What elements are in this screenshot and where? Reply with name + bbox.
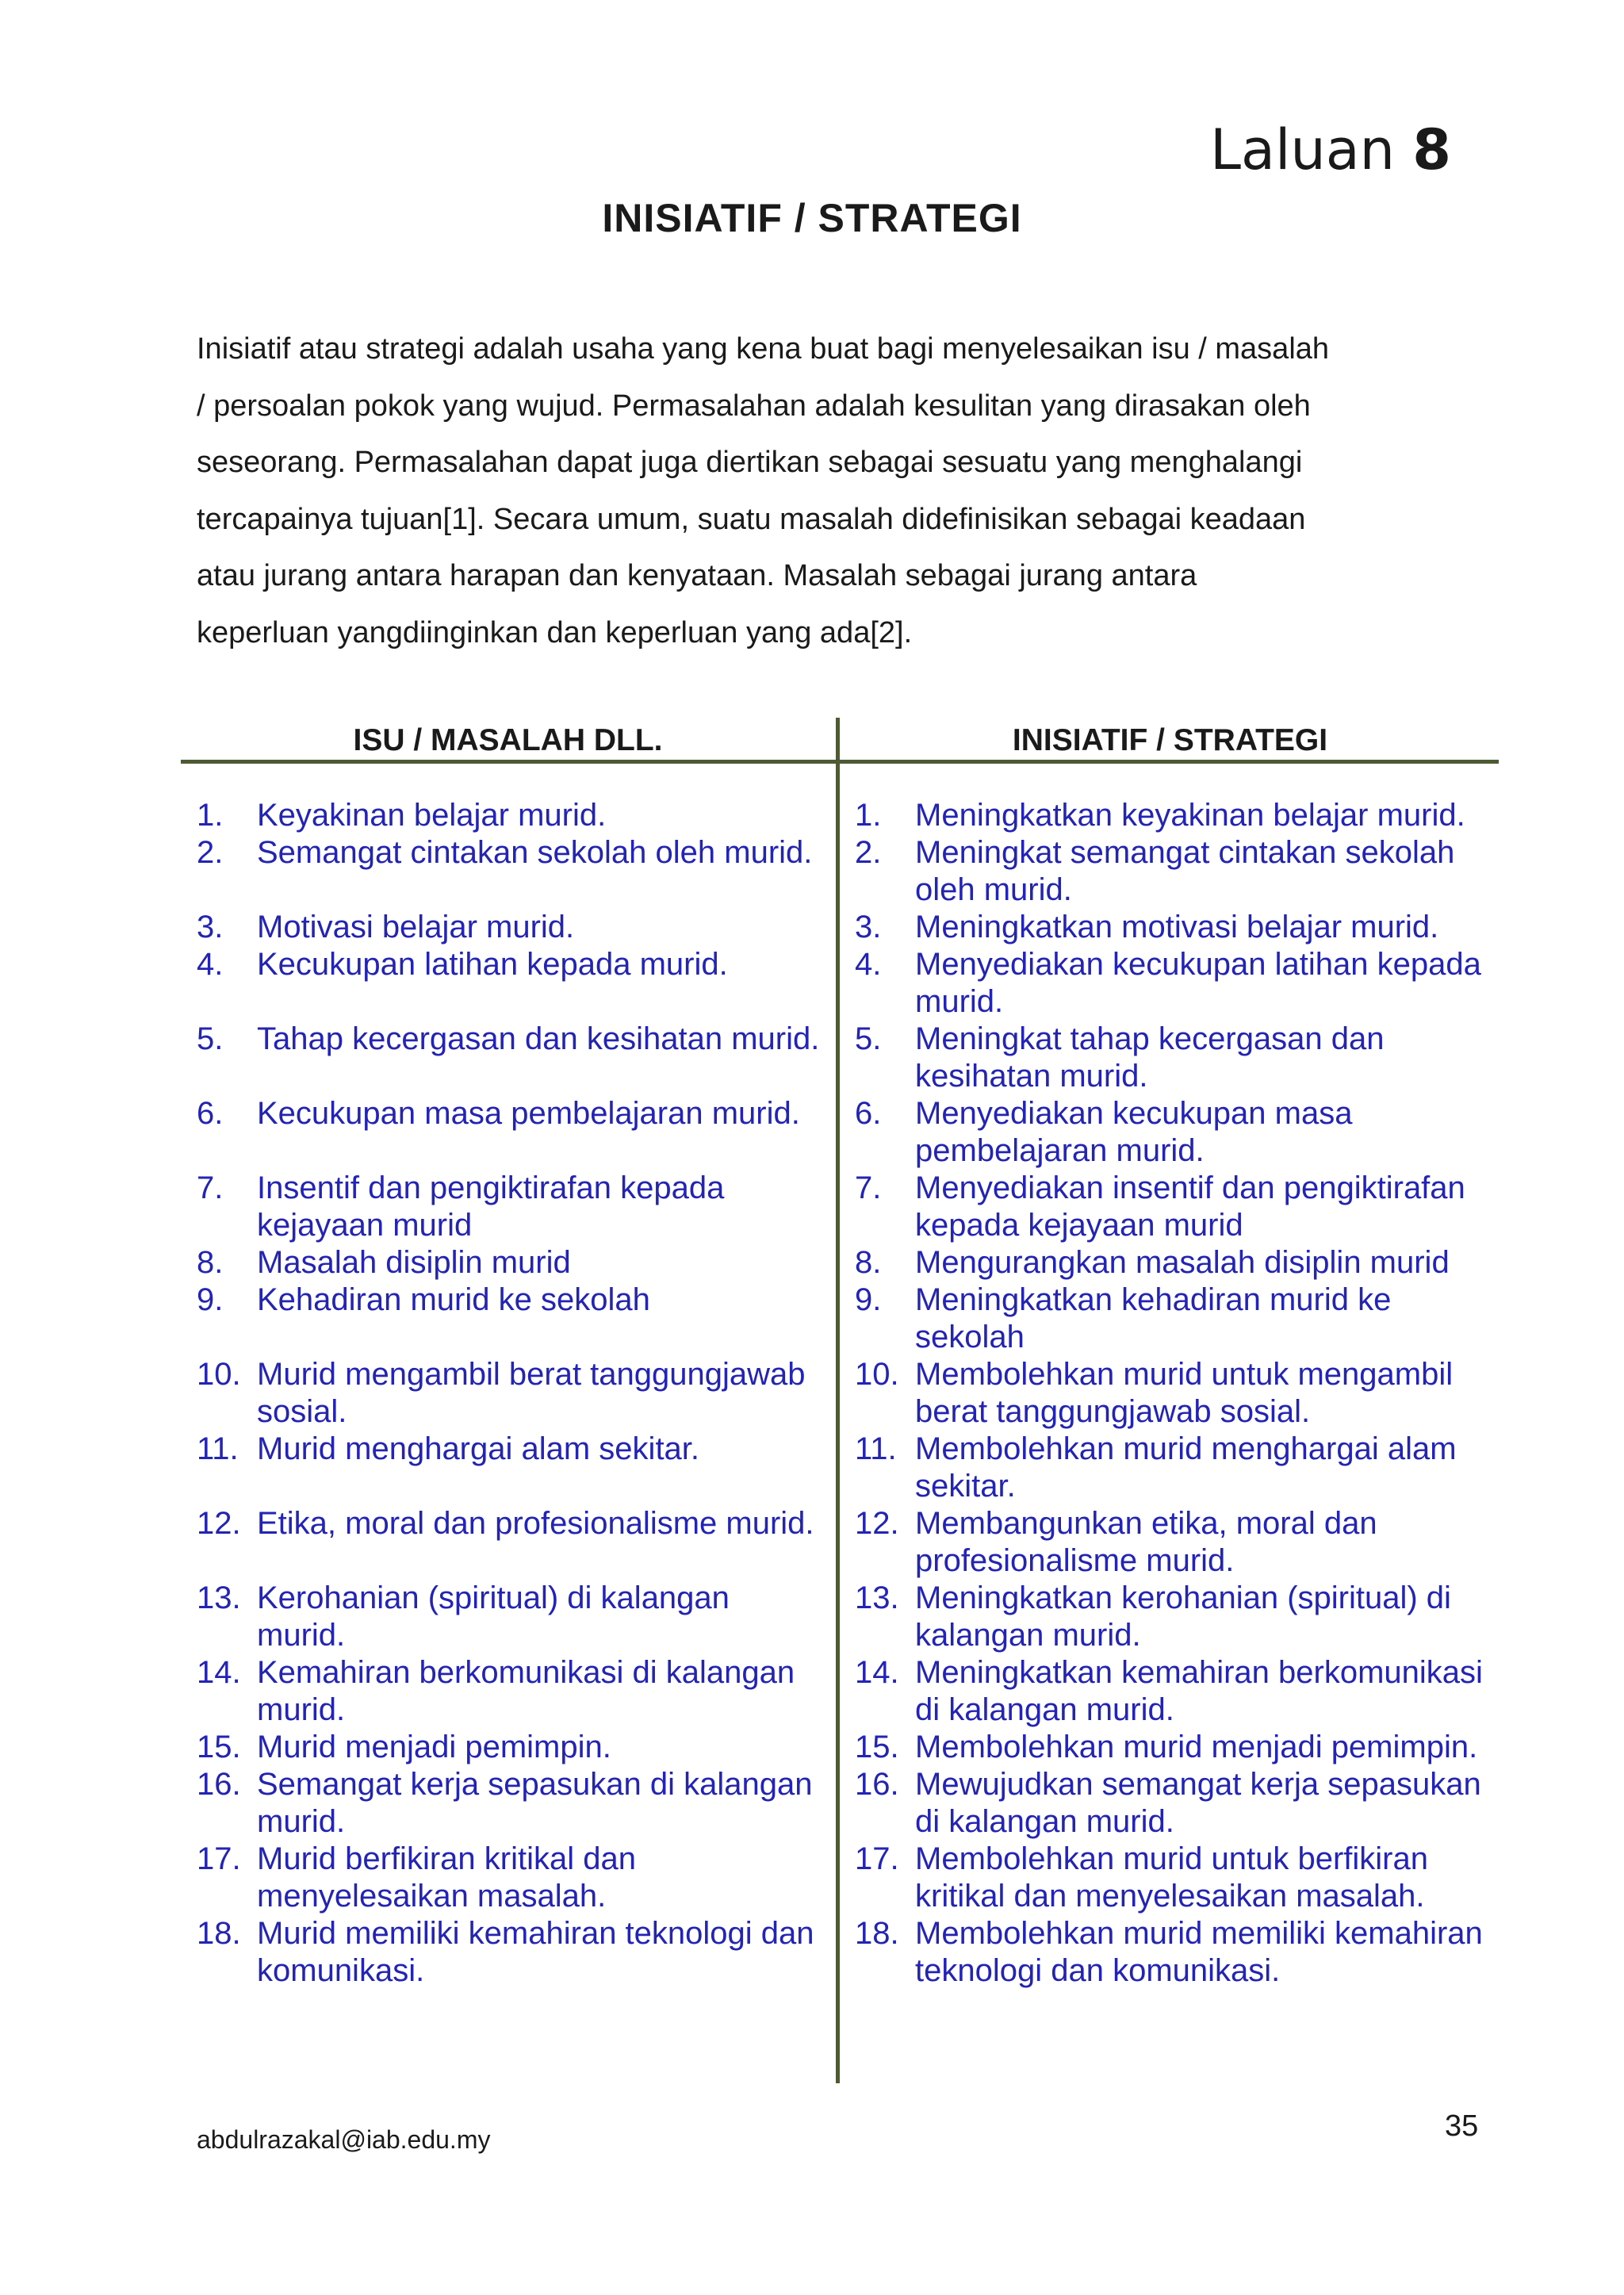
- issue-item-text: Etika, moral dan profesionalisme murid.: [257, 1506, 814, 1541]
- intro-paragraph: [197, 321, 1450, 661]
- strategy-item-number: 4.: [855, 947, 882, 982]
- issue-item: [197, 1841, 823, 1915]
- strategy-item-number: 1.: [855, 798, 882, 833]
- issue-item-text: Keyakinan belajar murid.: [257, 798, 607, 833]
- issue-item-number: 4.: [197, 947, 224, 982]
- footer-email: abdulrazakal@iab.edu.my: [197, 2125, 491, 2154]
- issue-item-number: 8.: [197, 1245, 224, 1280]
- issue-item: [197, 1244, 823, 1282]
- laluan-label: [1210, 117, 1451, 182]
- strategy-item-number: 6.: [855, 1096, 882, 1131]
- strategies-list: [855, 797, 1489, 1990]
- strategy-item-text: Menyediakan kecukupan masa pembelajaran murid.: [915, 1096, 1353, 1168]
- strategy-item-text: Membolehkan murid menghargai alam sekitar.: [915, 1431, 1457, 1504]
- strategy-item: [855, 909, 1489, 946]
- strategy-item-text: Meningkatkan kemahiran berkomunikasi di kalangan murid.: [915, 1655, 1483, 1727]
- issue-item-text: Masalah disiplin murid: [257, 1245, 571, 1280]
- laluan-word: Laluan: [1210, 117, 1396, 182]
- strategies-column-header: INISIATIF / STRATEGI: [1012, 723, 1328, 757]
- issue-item-number: 16.: [197, 1767, 241, 1802]
- strategy-item: [855, 1095, 1489, 1170]
- column-divider: [836, 718, 840, 2083]
- issue-item-text: Murid memiliki kemahiran teknologi dan komunikasi.: [257, 1916, 814, 1988]
- strategy-item: [855, 1431, 1489, 1505]
- strategy-item-text: Membolehkan murid memiliki kemahiran teknologi dan komunikasi.: [915, 1916, 1483, 1988]
- strategy-item-text: Membolehkan murid menjadi pemimpin.: [915, 1730, 1478, 1764]
- issue-item-number: 6.: [197, 1096, 224, 1131]
- issue-item: [197, 1282, 823, 1356]
- issue-item-text: Semangat kerja sepasukan di kalangan murid.: [257, 1767, 813, 1839]
- issue-item-text: Murid berfikiran kritikal dan menyelesaikan masalah.: [257, 1841, 636, 1914]
- issue-item-text: Kecukupan latihan kepada murid.: [257, 947, 728, 982]
- strategy-item-number: 15.: [855, 1730, 899, 1764]
- issue-item-number: 1.: [197, 798, 224, 833]
- strategy-item-number: 2.: [855, 835, 882, 870]
- issue-item: [197, 1021, 823, 1095]
- issue-item: [197, 1766, 823, 1841]
- laluan-number: 8: [1412, 117, 1451, 182]
- issue-item-text: Kemahiran berkomunikasi di kalangan murid.: [257, 1655, 795, 1727]
- strategy-item-number: 16.: [855, 1767, 899, 1802]
- strategy-item-number: 10.: [855, 1357, 899, 1392]
- strategy-item: [855, 1021, 1489, 1095]
- issue-item-text: Murid mengambil berat tanggungjawab sosial.: [257, 1357, 806, 1429]
- issue-item-number: 14.: [197, 1655, 241, 1690]
- strategy-item-text: Membolehkan murid untuk mengambil berat tanggungjawab sosial.: [915, 1357, 1454, 1429]
- issue-item-number: 2.: [197, 835, 224, 870]
- strategy-item: [855, 834, 1489, 909]
- strategy-item-number: 11.: [855, 1431, 897, 1466]
- strategy-item: [855, 1915, 1489, 1990]
- issue-item-number: 12.: [197, 1506, 241, 1541]
- strategy-item: [855, 1729, 1489, 1766]
- intro-line: / persoalan pokok yang wujud. Permasalahan adalah kesulitan yang dirasakan oleh: [197, 389, 1311, 423]
- strategy-item: [855, 1580, 1489, 1654]
- issue-item-text: Kehadiran murid ke sekolah: [257, 1282, 650, 1317]
- issue-item-text: Kerohanian (spiritual) di kalangan murid.: [257, 1580, 730, 1653]
- strategy-item: [855, 1654, 1489, 1729]
- strategy-item-number: 17.: [855, 1841, 899, 1876]
- strategy-item-number: 12.: [855, 1506, 899, 1541]
- issue-item: [197, 1654, 823, 1729]
- strategy-item-text: Meningkatkan keyakinan belajar murid.: [915, 798, 1465, 833]
- issue-item-text: Insentif dan pengiktirafan kepada kejayaan murid: [257, 1170, 725, 1243]
- issue-item: [197, 1095, 823, 1170]
- issue-item: [197, 834, 823, 909]
- issues-strategies-table: [181, 714, 1499, 2082]
- strategy-item-number: 9.: [855, 1282, 882, 1317]
- issue-item: [197, 1505, 823, 1580]
- strategy-item-text: Membolehkan murid untuk berfikiran kritikal dan menyelesaikan masalah.: [915, 1841, 1428, 1914]
- strategy-item-number: 8.: [855, 1245, 882, 1280]
- issue-item: [197, 797, 823, 834]
- intro-line: atau jurang antara harapan dan kenyataan. Masalah sebagai jurang antara: [197, 559, 1197, 592]
- strategy-item: [855, 797, 1489, 834]
- strategy-item-text: Mengurangkan masalah disiplin murid: [915, 1245, 1450, 1280]
- issues-column-header: ISU / MASALAH DLL.: [353, 723, 663, 757]
- intro-line: seseorang. Permasalahan dapat juga diertikan sebagai sesuatu yang menghalangi: [197, 446, 1303, 479]
- strategy-item-number: 3.: [855, 910, 882, 944]
- strategy-item-text: Menyediakan kecukupan latihan kepada murid.: [915, 947, 1481, 1019]
- issue-item-number: 17.: [197, 1841, 241, 1876]
- issue-item-text: Murid menjadi pemimpin.: [257, 1730, 611, 1764]
- issue-item-text: Motivasi belajar murid.: [257, 910, 575, 944]
- strategy-item: [855, 1841, 1489, 1915]
- intro-line: Inisiatif atau strategi adalah usaha yang kena buat bagi menyelesaikan isu / masalah: [197, 332, 1330, 366]
- strategy-item: [855, 1356, 1489, 1431]
- strategy-item-text: Meningkatkan kerohanian (spiritual) di kalangan murid.: [915, 1580, 1451, 1653]
- strategy-item-text: Meningkatkan motivasi belajar murid.: [915, 910, 1439, 944]
- issue-item-number: 3.: [197, 910, 224, 944]
- issue-item-text: Tahap kecergasan dan kesihatan murid.: [257, 1021, 820, 1056]
- issue-item: [197, 909, 823, 946]
- strategy-item-text: Mewujudkan semangat kerja sepasukan di kalangan murid.: [915, 1767, 1481, 1839]
- strategy-item-text: Menyediakan insentif dan pengiktirafan kepada kejayaan murid: [915, 1170, 1465, 1243]
- issues-list: [197, 797, 823, 1990]
- issue-item: [197, 946, 823, 1021]
- issue-item: [197, 1580, 823, 1654]
- strategy-item-text: Meningkat semangat cintakan sekolah oleh murid.: [915, 835, 1455, 907]
- header-divider: [181, 760, 1499, 764]
- intro-line: tercapainya tujuan[1]. Secara umum, suatu masalah didefinisikan sebagai keadaan: [197, 502, 1306, 536]
- intro-line: keperluan yangdiinginkan dan keperluan yang ada[2].: [197, 615, 913, 649]
- issue-item-number: 5.: [197, 1021, 224, 1056]
- page-title: INISIATIF / STRATEGI: [602, 196, 1022, 240]
- strategy-item: [855, 946, 1489, 1021]
- strategy-item-text: Meningkat tahap kecergasan dan kesihatan murid.: [915, 1021, 1385, 1094]
- strategy-item-number: 5.: [855, 1021, 882, 1056]
- issue-item-number: 9.: [197, 1282, 224, 1317]
- page-number: 35: [1445, 2109, 1479, 2143]
- strategy-item: [855, 1282, 1489, 1356]
- strategy-item-text: Meningkatkan kehadiran murid ke sekolah: [915, 1282, 1392, 1354]
- issue-item-number: 7.: [197, 1170, 224, 1205]
- issue-item: [197, 1729, 823, 1766]
- issue-item-number: 11.: [197, 1431, 239, 1466]
- strategy-item: [855, 1244, 1489, 1282]
- issue-item: [197, 1170, 823, 1244]
- strategy-item: [855, 1170, 1489, 1244]
- strategy-item-number: 7.: [855, 1170, 882, 1205]
- issue-item-number: 15.: [197, 1730, 241, 1764]
- strategy-item-number: 14.: [855, 1655, 899, 1690]
- issue-item-text: Kecukupan masa pembelajaran murid.: [257, 1096, 800, 1131]
- strategy-item-text: Membangunkan etika, moral dan profesionalisme murid.: [915, 1506, 1377, 1578]
- issue-item-text: Semangat cintakan sekolah oleh murid.: [257, 835, 813, 870]
- strategy-item-number: 13.: [855, 1580, 899, 1615]
- strategy-item-number: 18.: [855, 1916, 899, 1951]
- issue-item-number: 13.: [197, 1580, 241, 1615]
- issue-item-number: 10.: [197, 1357, 241, 1392]
- issue-item-number: 18.: [197, 1916, 241, 1951]
- issue-item: [197, 1915, 823, 1990]
- issue-item: [197, 1356, 823, 1431]
- issue-item: [197, 1431, 823, 1505]
- strategy-item: [855, 1505, 1489, 1580]
- strategy-item: [855, 1766, 1489, 1841]
- issue-item-text: Murid menghargai alam sekitar.: [257, 1431, 700, 1466]
